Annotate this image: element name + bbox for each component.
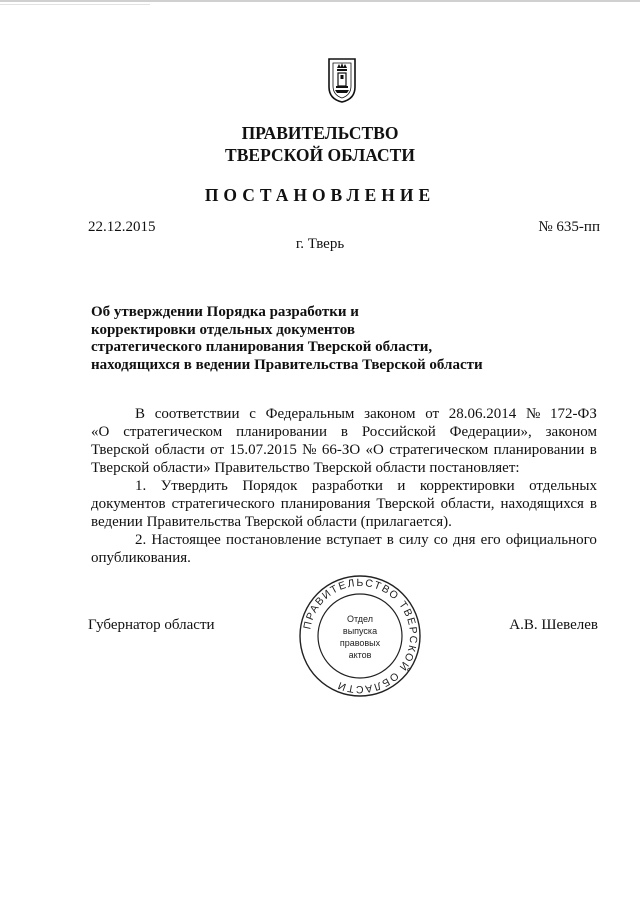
word: документов bbox=[91, 496, 166, 512]
word: от bbox=[210, 442, 224, 458]
body-line: Тверской области» Правительство Тверской области постановляет: bbox=[91, 460, 520, 476]
word: 66-ЗО bbox=[321, 442, 361, 458]
word: № bbox=[526, 406, 541, 422]
scan-top-edge bbox=[0, 0, 640, 2]
subject-line: стратегического планирования Тверской области, bbox=[91, 339, 433, 355]
word: «О bbox=[365, 442, 384, 458]
word: в bbox=[589, 442, 597, 458]
word: стратегического bbox=[171, 496, 275, 512]
word: области, bbox=[440, 496, 495, 512]
document-date: 22.12.2015 bbox=[88, 219, 156, 235]
word: официального bbox=[505, 532, 597, 548]
word: В bbox=[135, 406, 146, 422]
word: 2. bbox=[135, 532, 147, 548]
document-type: ПОСТАНОВЛЕНИЕ bbox=[204, 185, 436, 205]
word: силу bbox=[398, 532, 429, 548]
body-line bbox=[91, 405, 597, 423]
stamp-center-text bbox=[327, 613, 393, 661]
word: планировании bbox=[493, 442, 585, 458]
stamp-line: Отдел bbox=[346, 614, 374, 624]
body-line: опубликования. bbox=[91, 550, 191, 566]
word: от bbox=[425, 406, 440, 422]
subject-line: Об утверждении Порядка разработки и bbox=[91, 304, 359, 320]
authority-line-1: ПРАВИТЕЛЬСТВО bbox=[241, 123, 399, 143]
word: вступает bbox=[326, 532, 382, 548]
subject-line: находящихся в ведении Правительства Тверской области bbox=[91, 356, 483, 373]
word: дня bbox=[453, 532, 476, 548]
body-line bbox=[91, 495, 597, 513]
signatory-name: А.В. Шевелев bbox=[509, 617, 598, 633]
word: и bbox=[397, 478, 406, 494]
authority-line-2: ТВЕРСКОЙ ОБЛАСТИ bbox=[225, 145, 415, 165]
word: Настоящее bbox=[151, 532, 221, 548]
word: Федерации», bbox=[449, 424, 532, 440]
word: Российской bbox=[361, 424, 436, 440]
body-line bbox=[91, 441, 597, 459]
word: области bbox=[154, 442, 205, 458]
word: соответствии bbox=[154, 406, 240, 422]
word: разработки bbox=[311, 478, 383, 494]
word: в bbox=[589, 496, 597, 512]
stamp-line: выпуска bbox=[342, 626, 378, 636]
word: в bbox=[386, 532, 394, 548]
body-line bbox=[91, 423, 597, 441]
subject-line: корректировки отдельных документов bbox=[91, 321, 355, 338]
word: № bbox=[302, 442, 317, 458]
word: находящихся bbox=[500, 496, 584, 512]
word: стратегическом bbox=[123, 424, 223, 440]
word: 28.06.2014 bbox=[448, 406, 517, 422]
stamp-line: правовых bbox=[339, 638, 381, 648]
word: Тверской bbox=[376, 496, 435, 512]
word: законом bbox=[545, 424, 597, 440]
document-city: г. Тверь bbox=[295, 236, 345, 252]
coat-of-arms-emblem bbox=[327, 57, 357, 103]
word: постановление bbox=[225, 532, 322, 548]
document-subject bbox=[91, 304, 483, 374]
word: его bbox=[480, 532, 501, 548]
word: Федеральным bbox=[265, 406, 355, 422]
body-line bbox=[91, 531, 597, 549]
document-body bbox=[91, 405, 597, 567]
stamp-ring-text: ПРАВИТЕЛЬСТВО ТВЕРСКОЙ ОБЛАСТИ bbox=[301, 576, 420, 696]
body-line bbox=[91, 477, 597, 495]
word: «О bbox=[91, 424, 110, 440]
word: корректировки bbox=[419, 478, 515, 494]
word: в bbox=[340, 424, 348, 440]
word: 1. bbox=[135, 478, 147, 494]
issuing-authority bbox=[0, 122, 640, 166]
word: со bbox=[433, 532, 448, 548]
word: стратегическом bbox=[389, 442, 489, 458]
signatory-position: Губернатор области bbox=[88, 617, 215, 633]
stamp-line: актов bbox=[348, 650, 372, 660]
word: планировании bbox=[236, 424, 327, 440]
word: отдельных bbox=[529, 478, 597, 494]
word: планирования bbox=[280, 496, 371, 512]
document-number: № 635-пп bbox=[538, 219, 600, 235]
word: 15.07.2015 bbox=[229, 442, 297, 458]
word: с bbox=[249, 406, 256, 422]
word: Порядок bbox=[242, 478, 298, 494]
word: 172-ФЗ bbox=[550, 406, 597, 422]
body-line: ведении Правительства Тверской области (прилагается). bbox=[91, 514, 452, 530]
word: законом bbox=[364, 406, 416, 422]
word: Утвердить bbox=[160, 478, 228, 494]
word: Тверской bbox=[91, 442, 150, 458]
scan-top-edge-mark bbox=[0, 4, 150, 5]
